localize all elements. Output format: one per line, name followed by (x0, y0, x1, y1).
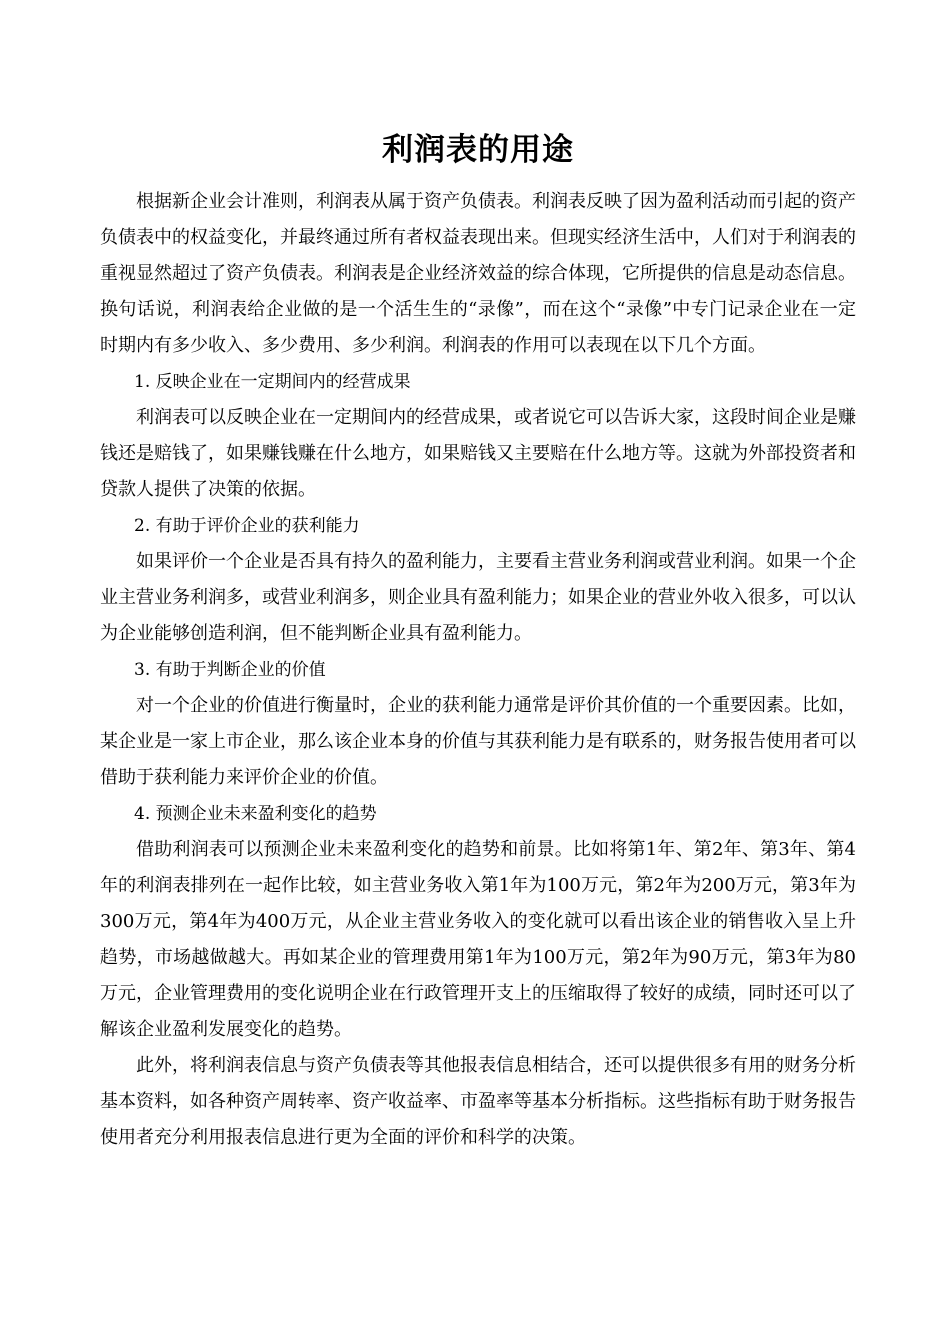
section-body-1: 利润表可以反映企业在一定期间内的经营成果，或者说它可以告诉大家，这段时间企业是赚钱还是赔钱了，如果赚钱赚在什么地方，如果赔钱又主要赔在什么地方等。这就为外部投资者和贷款人提供了决策的依据。 (100, 407, 856, 500)
section-body-4: 借助利润表可以预测企业未来盈利变化的趋势和前景。比如将第1年、第2年、第3年、第4年的利润表排列在一起作比较，如主营业务收入第1年为100万元，第2年为200万元，第3年为300万元，第4年为400万元，从企业主营业务收入的变化就可以看出该企业的销售收入呈上升趋势，市场越做越大。再如某企业的管理费用第1年为100万元，第2年为90万元，第3年为80万元，企业管理费用的变化说明企业在行政管理开支上的压缩取得了较好的成绩，同时还可以了解该企业盈利发展变化的趋势。 (100, 839, 856, 1040)
section-body-2: 如果评价一个企业是否具有持久的盈利能力，主要看主营业务利润或营业利润。如果一个企业主营业务利润多，或营业利润多，则企业具有盈利能力；如果企业的营业外收入很多，可以认为企业能够创造利润，但不能判断企业具有盈利能力。 (100, 551, 856, 644)
section-heading-4: 4. 预测企业未来盈利变化的趋势 (134, 804, 377, 824)
section-heading-2: 2. 有助于评价企业的获利能力 (134, 516, 360, 536)
document-title: 利润表的用途 (382, 132, 574, 168)
intro-paragraph: 根据新企业会计准则，利润表从属于资产负债表。利润表反映了因为盈利活动而引起的资产负债表中的权益变化，并最终通过所有者权益表现出来。但现实经济生活中，人们对于利润表的重视显然超过了资产负债表。利润表是企业经济效益的综合体现，它所提供的信息是动态信息。换句话说，利润表给企业做的是一个活生生的“录像”，而在这个“录像”中专门记录企业在一定时期内有多少收入、多少费用、多少利润。利润表的作用可以表现在以下几个方面。 (100, 191, 856, 356)
section-body-3: 对一个企业的价值进行衡量时，企业的获利能力通常是评价其价值的一个重要因素。比如，某企业是一家上市企业，那么该企业本身的价值与其获利能力是有联系的，财务报告使用者可以借助于获利能力来评价企业的价值。 (100, 695, 856, 788)
document-page (100, 124, 856, 1156)
closing-paragraph: 此外，将利润表信息与资产负债表等其他报表信息相结合，还可以提供很多有用的财务分析基本资料，如各种资产周转率、资产收益率、市盈率等基本分析指标。这些指标有助于财务报告使用者充分利用报表信息进行更为全面的评价和科学的决策。 (100, 1055, 856, 1148)
section-heading-3: 3. 有助于判断企业的价值 (134, 660, 326, 680)
section-heading-1: 1. 反映企业在一定期间内的经营成果 (134, 372, 411, 392)
